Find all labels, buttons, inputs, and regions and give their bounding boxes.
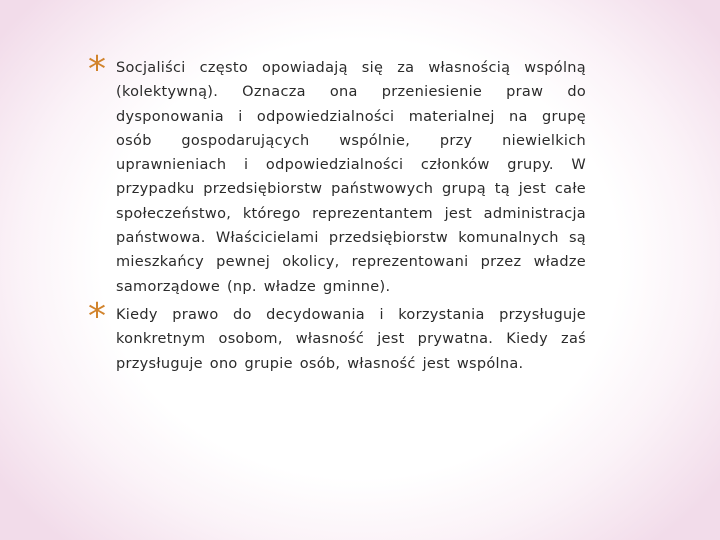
bullet-text: Socjaliści często opowiadają się za własnością wspólną (kolektywną). Oznacza ona przeniesienie praw do dysponowania i odpowiedzialności materialnej na grupę osób gospodarujących wspólnie, przy niewielkich uprawnieniach i odpowiedzialności członków grupy. W przypadku przedsiębiorstw państwowych grupą tą jest całe społeczeństwo, którego reprezentantem jest administracja państwowa. Właścicielami przedsiębiorstw komunalnych są mieszkańcy pewnej okolicy, reprezentowani przez władze samorządowe (np. władze gminne). [116,60,586,295]
slide-content [88,49,586,380]
bullet-text: Kiedy prawo do decydowania i korzystania przysługuje konkretnym osobom, własność jest prywatna. Kiedy zaś przysługuje ono grupie osób, własność jest wspólna. [116,306,586,372]
bullet-item [88,295,586,376]
bullet-item [88,49,586,299]
asterisk-icon: * [88,49,106,90]
asterisk-icon: * [88,295,106,337]
